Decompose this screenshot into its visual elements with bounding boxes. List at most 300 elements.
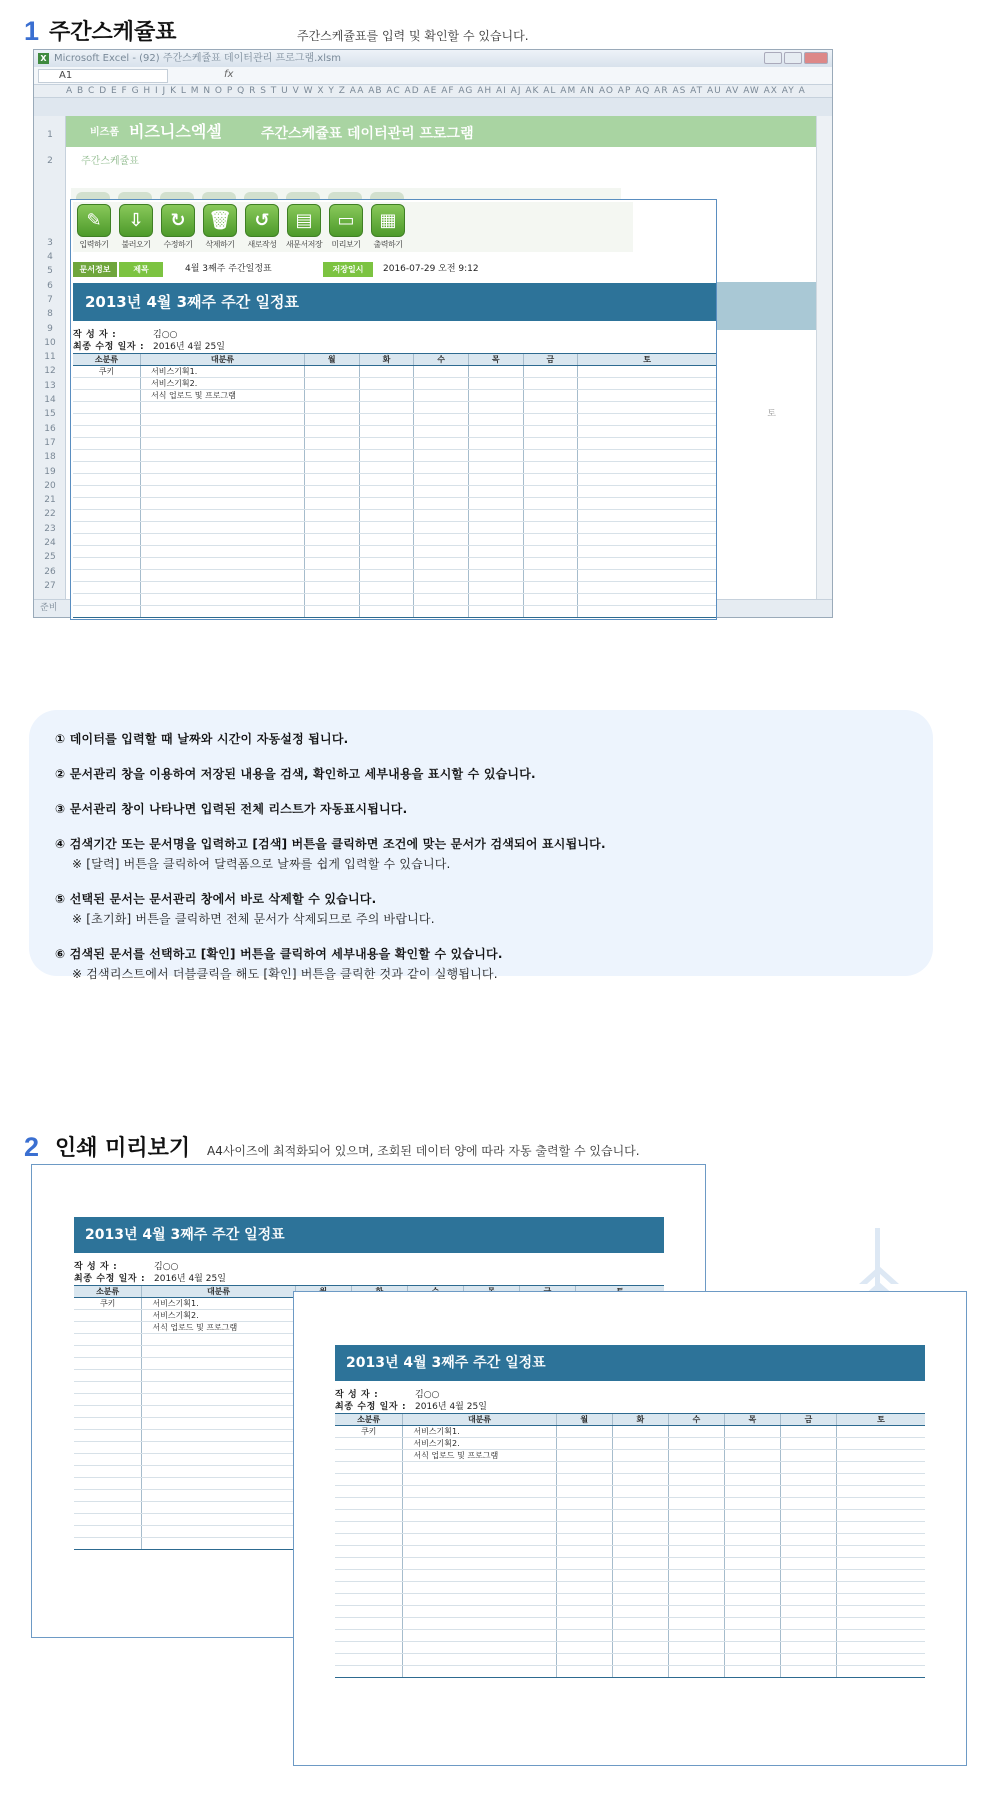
toolbar-button-new[interactable] — [241, 202, 283, 252]
table-cell[interactable] — [578, 522, 716, 534]
table-cell — [556, 1618, 612, 1630]
table-cell[interactable] — [141, 594, 305, 606]
toolbar-label: 수정하기 — [163, 240, 193, 249]
table-cell — [556, 1450, 612, 1462]
table-cell[interactable] — [414, 426, 469, 438]
table-cell[interactable] — [141, 414, 305, 426]
table-cell — [142, 1490, 295, 1502]
table-cell[interactable] — [578, 438, 716, 450]
row-number[interactable]: 12 — [44, 366, 56, 377]
column-header: 소분류 — [74, 1286, 142, 1298]
table-cell — [556, 1426, 612, 1438]
toolbar-label: 새로작성 — [247, 240, 277, 249]
table-row — [335, 1450, 925, 1462]
table-cell[interactable] — [414, 402, 469, 414]
table-cell — [335, 1522, 403, 1534]
table-cell[interactable] — [141, 426, 305, 438]
toolbar-label: 미리보기 — [331, 240, 361, 249]
table-cell — [556, 1438, 612, 1450]
table-cell[interactable] — [359, 546, 414, 558]
table-cell[interactable] — [359, 438, 414, 450]
table-cell[interactable] — [304, 594, 359, 606]
table-cell[interactable] — [414, 366, 469, 378]
row-number[interactable]: 16 — [44, 423, 56, 434]
table-cell[interactable]: 서비스기획1. — [141, 366, 305, 378]
table-cell[interactable] — [141, 558, 305, 570]
table-cell[interactable] — [141, 582, 305, 594]
author-value[interactable]: 김○○ — [153, 330, 178, 340]
close-button[interactable] — [804, 52, 828, 64]
row-number[interactable]: 22 — [44, 509, 56, 520]
row-number[interactable]: 10 — [44, 337, 56, 348]
table-cell[interactable] — [578, 426, 716, 438]
table-cell[interactable] — [468, 366, 523, 378]
table-cell — [724, 1594, 780, 1606]
column-header: 목 — [724, 1414, 780, 1426]
status-bar: 준비 — [34, 599, 832, 617]
row-number[interactable]: 19 — [44, 466, 56, 477]
table-cell[interactable] — [73, 582, 141, 594]
table-row — [335, 1582, 925, 1594]
table-cell — [403, 1546, 556, 1558]
table-cell[interactable] — [73, 594, 141, 606]
table-cell[interactable] — [523, 534, 578, 546]
toolbar-label: 불러오기 — [121, 240, 151, 249]
toolbar-button-pencil[interactable] — [73, 202, 115, 252]
title-value[interactable]: 4월 3째주 주간일정표 — [185, 264, 272, 274]
table-cell — [836, 1558, 925, 1570]
table-cell[interactable]: 서비스기획2. — [141, 378, 305, 390]
table-cell[interactable] — [578, 486, 716, 498]
row-number[interactable]: 18 — [44, 452, 56, 463]
table-cell[interactable] — [359, 366, 414, 378]
table-cell[interactable] — [468, 510, 523, 522]
table-cell[interactable] — [523, 402, 578, 414]
table-cell — [780, 1654, 836, 1666]
feature-note-remark: ※ [달력] 버튼을 클릭하여 달력폼으로 날짜를 쉽게 입력할 수 있습니다. — [72, 857, 451, 871]
table-cell — [836, 1618, 925, 1630]
table-cell[interactable] — [414, 510, 469, 522]
row-number[interactable]: 2 — [47, 156, 53, 166]
table-cell — [556, 1474, 612, 1486]
table-cell — [556, 1642, 612, 1654]
row-number[interactable]: 21 — [44, 495, 56, 506]
table-cell — [836, 1606, 925, 1618]
table-cell[interactable] — [468, 606, 523, 618]
table-cell[interactable] — [359, 606, 414, 618]
table-cell[interactable] — [578, 450, 716, 462]
table-cell[interactable] — [523, 498, 578, 510]
row-number[interactable]: 14 — [44, 395, 56, 405]
table-cell[interactable] — [304, 378, 359, 390]
table-cell[interactable] — [468, 570, 523, 582]
table-cell[interactable] — [141, 462, 305, 474]
fx-icon[interactable]: fx — [224, 69, 234, 80]
table-cell[interactable] — [141, 570, 305, 582]
table-cell[interactable] — [523, 582, 578, 594]
table-cell[interactable] — [73, 402, 141, 414]
table-cell[interactable] — [359, 378, 414, 390]
row-number[interactable]: 25 — [44, 552, 56, 563]
table-cell[interactable] — [578, 534, 716, 546]
table-cell — [556, 1510, 612, 1522]
table-cell[interactable] — [359, 510, 414, 522]
table-cell[interactable] — [73, 570, 141, 582]
table-cell[interactable] — [523, 486, 578, 498]
table-cell — [335, 1510, 403, 1522]
table-cell[interactable] — [523, 594, 578, 606]
action-toolbar — [73, 202, 633, 252]
table-cell[interactable] — [578, 462, 716, 474]
table-cell[interactable] — [578, 594, 716, 606]
table-cell[interactable] — [359, 594, 414, 606]
table-cell[interactable] — [304, 450, 359, 462]
row-number[interactable]: 9 — [47, 323, 53, 334]
table-cell[interactable] — [304, 390, 359, 402]
table-row — [73, 558, 716, 570]
column-header: 대분류 — [141, 354, 305, 366]
table-cell[interactable] — [578, 366, 716, 378]
table-cell — [612, 1546, 668, 1558]
table-cell — [836, 1594, 925, 1606]
table-cell: 쿠키 — [74, 1298, 142, 1310]
table-cell[interactable] — [304, 582, 359, 594]
table-cell[interactable] — [414, 438, 469, 450]
table-cell — [668, 1654, 724, 1666]
name-box[interactable]: A1 — [38, 69, 168, 83]
table-cell[interactable] — [304, 546, 359, 558]
toolbar-button-trash[interactable] — [199, 202, 241, 252]
row-number[interactable]: 3 — [47, 238, 53, 248]
table-cell[interactable] — [414, 390, 469, 402]
table-cell[interactable] — [578, 570, 716, 582]
table-cell[interactable] — [468, 486, 523, 498]
row-number[interactable]: 20 — [44, 480, 56, 491]
table-cell[interactable] — [359, 414, 414, 426]
table-cell — [142, 1334, 295, 1346]
toolbar-button-print[interactable] — [367, 202, 409, 252]
table-cell[interactable] — [359, 522, 414, 534]
table-cell[interactable] — [73, 534, 141, 546]
table-cell — [668, 1426, 724, 1438]
table-cell[interactable] — [578, 414, 716, 426]
table-cell[interactable] — [141, 534, 305, 546]
table-cell[interactable] — [523, 414, 578, 426]
table-cell — [780, 1642, 836, 1654]
table-cell[interactable] — [304, 570, 359, 582]
table-cell[interactable] — [523, 606, 578, 618]
table-cell[interactable] — [73, 450, 141, 462]
table-cell — [668, 1486, 724, 1498]
table-cell[interactable] — [359, 462, 414, 474]
table-cell[interactable] — [141, 438, 305, 450]
row-number[interactable]: 11 — [44, 352, 56, 363]
table-cell[interactable] — [468, 426, 523, 438]
table-cell — [668, 1594, 724, 1606]
table-cell — [556, 1594, 612, 1606]
table-cell — [724, 1666, 780, 1678]
table-cell[interactable] — [523, 390, 578, 402]
table-cell[interactable] — [414, 474, 469, 486]
table-cell[interactable] — [414, 546, 469, 558]
table-cell[interactable] — [359, 474, 414, 486]
table-cell[interactable] — [304, 438, 359, 450]
table-cell[interactable] — [304, 534, 359, 546]
table-cell[interactable] — [73, 498, 141, 510]
table-cell — [780, 1582, 836, 1594]
table-cell[interactable] — [523, 366, 578, 378]
table-cell — [612, 1654, 668, 1666]
table-cell[interactable] — [414, 414, 469, 426]
table-cell[interactable] — [73, 378, 141, 390]
table-cell — [612, 1534, 668, 1546]
table-cell[interactable] — [73, 486, 141, 498]
table-cell[interactable] — [304, 606, 359, 618]
row-number[interactable]: 15 — [44, 409, 56, 420]
preview2-modified-line — [335, 1399, 487, 1412]
table-cell[interactable] — [414, 582, 469, 594]
row-number[interactable]: 24 — [44, 538, 56, 548]
table-cell — [612, 1594, 668, 1606]
table-cell[interactable] — [304, 426, 359, 438]
sheet-subtitle: 주간스케쥴표 — [81, 156, 139, 167]
table-cell[interactable] — [414, 462, 469, 474]
load-icon: ⇩ — [119, 204, 153, 237]
table-cell[interactable] — [523, 450, 578, 462]
table-cell — [74, 1418, 142, 1430]
table-cell — [74, 1382, 142, 1394]
column-header: 화 — [359, 354, 414, 366]
table-cell — [612, 1522, 668, 1534]
minimize-button[interactable] — [764, 52, 782, 64]
table-cell[interactable] — [578, 474, 716, 486]
table-cell[interactable] — [468, 378, 523, 390]
row-number[interactable]: 4 — [47, 252, 53, 262]
table-cell[interactable] — [523, 570, 578, 582]
table-cell[interactable] — [523, 474, 578, 486]
vertical-scrollbar[interactable] — [816, 116, 832, 599]
table-cell[interactable] — [523, 438, 578, 450]
program-banner — [66, 116, 816, 147]
table-cell — [142, 1538, 295, 1550]
table-cell[interactable] — [304, 414, 359, 426]
table-cell[interactable] — [359, 486, 414, 498]
table-cell[interactable] — [359, 426, 414, 438]
table-cell[interactable] — [141, 510, 305, 522]
maximize-button[interactable] — [784, 52, 802, 64]
table-cell — [612, 1558, 668, 1570]
table-cell[interactable] — [523, 462, 578, 474]
table-cell — [403, 1498, 556, 1510]
row-number[interactable]: 6 — [47, 280, 53, 291]
table-cell — [668, 1570, 724, 1582]
table-cell[interactable] — [73, 558, 141, 570]
table-cell[interactable] — [414, 570, 469, 582]
table-row — [73, 534, 716, 546]
table-row — [335, 1666, 925, 1678]
table-cell[interactable] — [73, 474, 141, 486]
table-cell[interactable] — [414, 606, 469, 618]
table-cell[interactable] — [523, 522, 578, 534]
table-cell[interactable] — [304, 522, 359, 534]
table-cell[interactable] — [578, 378, 716, 390]
table-cell[interactable] — [414, 378, 469, 390]
table-cell — [142, 1514, 295, 1526]
row-number[interactable]: 26 — [44, 566, 56, 577]
row-number[interactable]: 5 — [47, 266, 53, 277]
table-cell[interactable] — [414, 486, 469, 498]
table-cell[interactable] — [468, 534, 523, 546]
table-cell[interactable] — [359, 402, 414, 414]
table-cell[interactable] — [468, 594, 523, 606]
table-row — [73, 402, 716, 414]
table-cell[interactable] — [304, 510, 359, 522]
modified-value[interactable]: 2016년 4월 25일 — [153, 342, 225, 352]
toolbar-button-save[interactable] — [283, 202, 325, 252]
row-number[interactable]: 27 — [44, 580, 56, 591]
table-cell — [724, 1654, 780, 1666]
table-cell[interactable] — [73, 462, 141, 474]
table-cell[interactable] — [578, 546, 716, 558]
table-cell[interactable] — [304, 474, 359, 486]
table-cell[interactable] — [141, 402, 305, 414]
table-cell[interactable] — [73, 390, 141, 402]
table-cell[interactable] — [73, 426, 141, 438]
column-header: 목 — [468, 354, 523, 366]
table-cell[interactable] — [414, 534, 469, 546]
table-cell[interactable] — [304, 462, 359, 474]
table-cell[interactable] — [359, 558, 414, 570]
preview2-modified-value: 2016년 4월 25일 — [415, 1402, 487, 1412]
program-title: 주간스케쥴표 데이터관리 프로그램 — [261, 126, 474, 142]
table-cell[interactable] — [414, 558, 469, 570]
table-cell[interactable] — [141, 498, 305, 510]
table-cell[interactable] — [141, 546, 305, 558]
table-cell[interactable] — [468, 582, 523, 594]
table-cell — [335, 1594, 403, 1606]
table-cell[interactable] — [468, 462, 523, 474]
table-cell[interactable] — [414, 594, 469, 606]
row-number[interactable]: 13 — [44, 380, 56, 391]
table-cell[interactable] — [359, 570, 414, 582]
table-cell[interactable] — [304, 498, 359, 510]
row-number[interactable]: 1 — [47, 130, 53, 140]
table-cell — [74, 1502, 142, 1514]
table-row — [73, 570, 716, 582]
toolbar-button-refresh[interactable] — [157, 202, 199, 252]
table-cell[interactable] — [304, 558, 359, 570]
new-icon: ↺ — [245, 204, 279, 237]
table-cell — [612, 1666, 668, 1678]
table-cell[interactable] — [73, 606, 141, 618]
saved-tag: 저장일시 — [323, 262, 373, 277]
table-cell[interactable] — [73, 438, 141, 450]
table-cell[interactable] — [414, 450, 469, 462]
table-cell — [556, 1546, 612, 1558]
table-cell[interactable] — [523, 426, 578, 438]
table-cell[interactable] — [73, 522, 141, 534]
table-cell[interactable] — [578, 582, 716, 594]
table-cell — [556, 1522, 612, 1534]
table-cell[interactable] — [359, 534, 414, 546]
table-cell[interactable] — [141, 522, 305, 534]
preview-author-value: 김○○ — [154, 1262, 179, 1272]
table-cell[interactable] — [578, 390, 716, 402]
table-cell[interactable] — [141, 606, 305, 618]
table-cell[interactable] — [523, 546, 578, 558]
table-cell[interactable] — [468, 438, 523, 450]
table-cell[interactable] — [468, 558, 523, 570]
table-cell[interactable] — [468, 450, 523, 462]
table-cell — [335, 1450, 403, 1462]
table-cell — [335, 1462, 403, 1474]
table-cell[interactable] — [359, 390, 414, 402]
table-cell — [335, 1474, 403, 1486]
table-cell[interactable] — [468, 498, 523, 510]
table-cell[interactable] — [359, 582, 414, 594]
row-number[interactable]: 23 — [44, 523, 56, 534]
row-number[interactable]: 8 — [47, 309, 53, 320]
table-cell[interactable]: 쿠키 — [73, 366, 141, 378]
table-cell[interactable] — [73, 510, 141, 522]
table-cell[interactable] — [523, 510, 578, 522]
row-headers — [34, 116, 66, 599]
table-cell[interactable] — [578, 606, 716, 618]
table-cell[interactable] — [414, 522, 469, 534]
table-cell[interactable] — [359, 450, 414, 462]
row-number[interactable]: 17 — [44, 437, 56, 448]
table-cell[interactable] — [578, 510, 716, 522]
table-cell[interactable] — [468, 402, 523, 414]
table-cell — [612, 1642, 668, 1654]
table-cell[interactable] — [578, 402, 716, 414]
table-cell[interactable] — [578, 558, 716, 570]
table-cell — [780, 1522, 836, 1534]
table-cell[interactable] — [141, 450, 305, 462]
table-cell[interactable] — [468, 522, 523, 534]
table-cell[interactable] — [468, 390, 523, 402]
table-cell[interactable] — [359, 498, 414, 510]
column-header: 소분류 — [335, 1414, 403, 1426]
table-cell[interactable] — [578, 498, 716, 510]
table-cell[interactable] — [141, 486, 305, 498]
toolbar-button-monitor[interactable] — [325, 202, 367, 252]
formula-bar — [34, 67, 832, 85]
table-cell[interactable] — [523, 558, 578, 570]
table-cell[interactable] — [304, 486, 359, 498]
table-cell — [74, 1442, 142, 1454]
table-cell[interactable] — [468, 474, 523, 486]
table-cell[interactable] — [73, 414, 141, 426]
table-cell — [403, 1666, 556, 1678]
table-cell[interactable] — [468, 546, 523, 558]
table-cell — [724, 1474, 780, 1486]
table-cell[interactable]: 서식 업로드 및 프로그램 — [141, 390, 305, 402]
row-number[interactable]: 7 — [47, 294, 53, 305]
table-cell — [74, 1322, 142, 1334]
toolbar-button-load[interactable] — [115, 202, 157, 252]
table-cell — [335, 1666, 403, 1678]
table-cell — [836, 1570, 925, 1582]
table-cell[interactable] — [468, 414, 523, 426]
table-cell[interactable] — [73, 546, 141, 558]
preview-modified-value: 2016년 4월 25일 — [154, 1274, 226, 1284]
table-cell[interactable] — [414, 498, 469, 510]
table-cell[interactable] — [523, 378, 578, 390]
table-cell[interactable] — [304, 402, 359, 414]
table-cell[interactable] — [141, 474, 305, 486]
table-cell[interactable] — [304, 366, 359, 378]
